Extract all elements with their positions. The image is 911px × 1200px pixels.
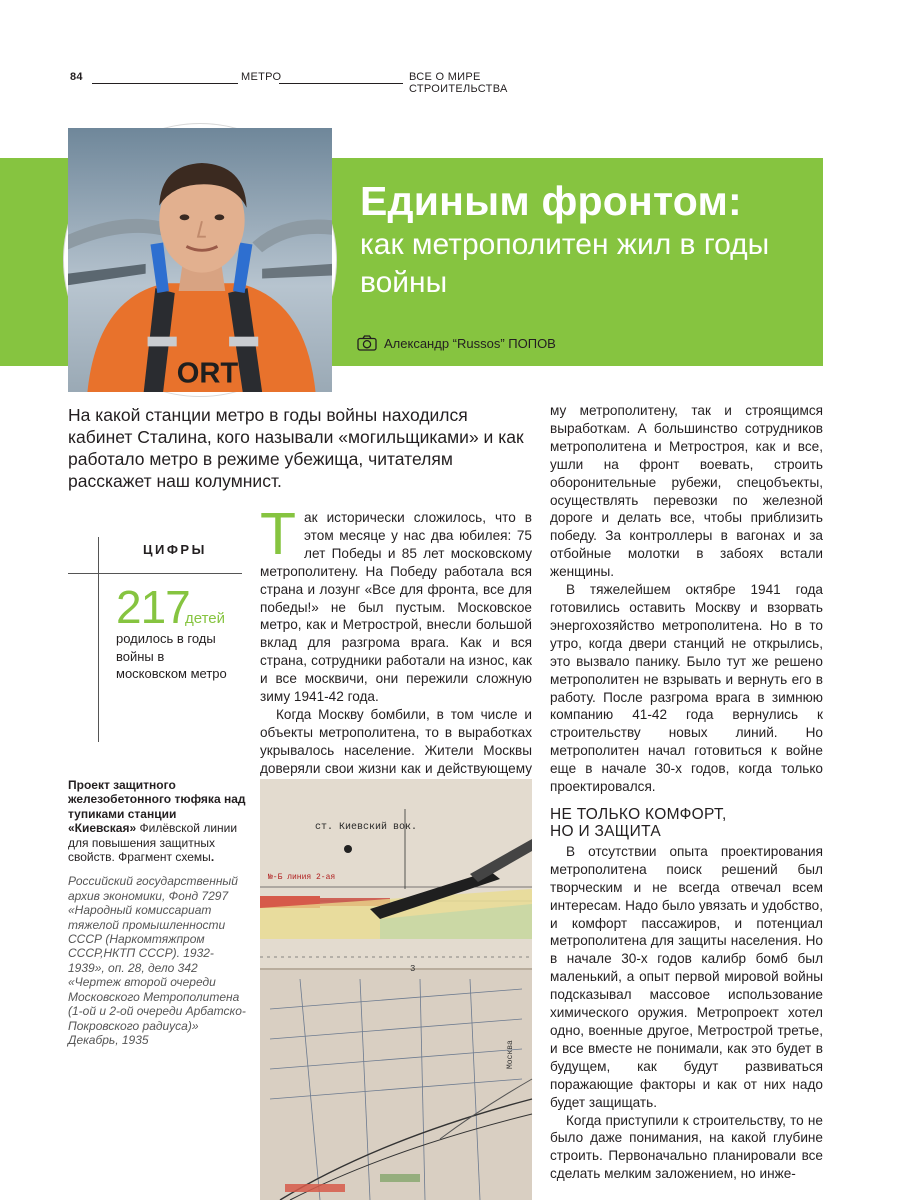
running-header: [70, 68, 510, 95]
side-label: Москва: [506, 1040, 515, 1069]
sidebar-rule: [68, 573, 242, 574]
subheading-line: НЕ ТОЛЬКО КОМФОРТ,: [550, 805, 727, 823]
caption-source: Российский государственный архив экономики, Фонд 7297 «Народный комиссариат тяжелой промышленности СССР (Наркомтяжпром СССР,НКТП СССР). 1932-1939», оп. 28, дело 342 «Чертеж второй очереди Московского Метрополитена (1-ой и 2-ой очереди Арбатско-Покровского радиуса)» Декабрь, 1935: [68, 874, 246, 1047]
body-paragraph: Когда приступили к строительству, то не было даже понимания, на какой глубине строить. Первоначально планировали все сделать мелким заложением, но инже-: [550, 1112, 823, 1182]
figure-caption: [68, 778, 246, 1047]
numbers-description: родилось в годы войны в московском метро: [116, 631, 227, 681]
body-column-2: [550, 402, 823, 1183]
author-name: Александр “Russos” ПОПОВ: [384, 335, 556, 351]
camera-icon: [357, 335, 377, 351]
numbers-heading: ЦИФРЫ: [143, 542, 207, 557]
subheading: [550, 806, 823, 840]
body-paragraph: В тяжелейшем октябре 1941 года готовились оставить Москву и взорвать энергохозяйство метрополитена. Но в то утро, когда двери станций не открылись, это вызвало панику. Было тут же решено метрополитен не взрывать и вернуть его в работу. После разгрома врага в зимнюю компанию 41-42 года вернулись к строительству новых линий. Но метрополитен начал готовиться к войне еще в начале 30-х годов, когда только проектировался.: [550, 582, 823, 795]
shirt-text: ORT: [176, 357, 239, 390]
article-title: Единым фронтом:: [360, 178, 742, 224]
caption-station: «Киевская»: [68, 821, 137, 836]
body-paragraph: Когда Москву бомбили, в том числе и объекты метрополитена, то в выработках укрывалось население. Жители Москвы доверяли свои жизни как и действующему: [260, 706, 532, 776]
caption-bold: Проект защитного железобетонного тюфяка над тупиками станции: [68, 778, 246, 821]
body-paragraph: му метрополитену, так и строящимся выработкам. А большинство сотрудников метрополитена и Метростроя, как и все, ушли на фронт воевать, строить оборонительные рубежи, спецобъекты, осуществлять перевозки по железной дороге и делать все, чтобы приблизить победу. За контроллеры в вагонах и за отбойные молотки в забоях встали женщины.: [550, 403, 823, 580]
subheading-line: НО И ЗАЩИТА: [550, 822, 661, 840]
lead-paragraph: На какой станции метро в годы войны находился кабинет Сталина, кого называли «могильщиками» и как работало метро в режиме убежища, читателям расскажет наш колумнист.: [68, 405, 524, 491]
caption-end: .: [210, 850, 215, 865]
page-number: 84: [70, 71, 83, 83]
header-rule: [279, 83, 403, 84]
body-paragraph: [260, 501, 532, 706]
body-paragraph: В отсутствии опыта проектирования метрополитена поиск решений был творческим и не всегда отвечал всем интересам. Надо было увязать и удобство, и комфорт пассажиров, и потенциал метрополитена для защиты населения. Но в начале 30-х годов калибр бомб был маленький, а опыт первой мировой войны подсказывал массовое использование химического оружия. Метропроект хотел одно, военные другое, Метрострой третье, и все вместе не понимали, как это будет в будущем, как будут развиваться поражающие факторы и как от них надо будет защищать.: [550, 843, 823, 1110]
magazine-name: ВСЕ О МИРЕ СТРОИТЕЛЬСТВА: [409, 71, 508, 95]
header-rule: [92, 83, 238, 84]
caption-normal: Филёвской линии для повышения защитных свойств. Фрагмент схемы: [68, 821, 238, 865]
article-subtitle: как метрополитен жил в годы войны: [360, 228, 770, 299]
body-column-1: [260, 501, 532, 776]
station-label: ст. Киевский вок.: [315, 822, 418, 833]
numbers-unit: детей: [185, 610, 226, 627]
sidebar-rule: [98, 537, 99, 742]
byline: [357, 332, 556, 354]
caption-text: [68, 778, 246, 864]
section-name: МЕТРО: [241, 71, 282, 83]
numbers-value: 217: [116, 581, 190, 633]
author-portrait: [64, 124, 336, 396]
scale-label: 3: [410, 964, 416, 974]
survey-label: №-Б линия 2-ая: [268, 873, 336, 882]
paragraph-text: ак исторически сложилось, что в этом месяце у нас два юбилея: 75 лет Победы и 85 лет московскому метрополитену. На Победу работала вся страна и лозунг «Все для фронта, все для победы!» не был пустым. Московское метро, как и Метрострой, внесли большой вклад для разгрома врага. Как и вся страна, сотрудники работали на износ, как и все москвичи, они пережили сложную зиму 1941-42 года.: [260, 510, 532, 705]
scheme-figure: [260, 779, 532, 1200]
drop-cap: Т: [260, 501, 297, 567]
